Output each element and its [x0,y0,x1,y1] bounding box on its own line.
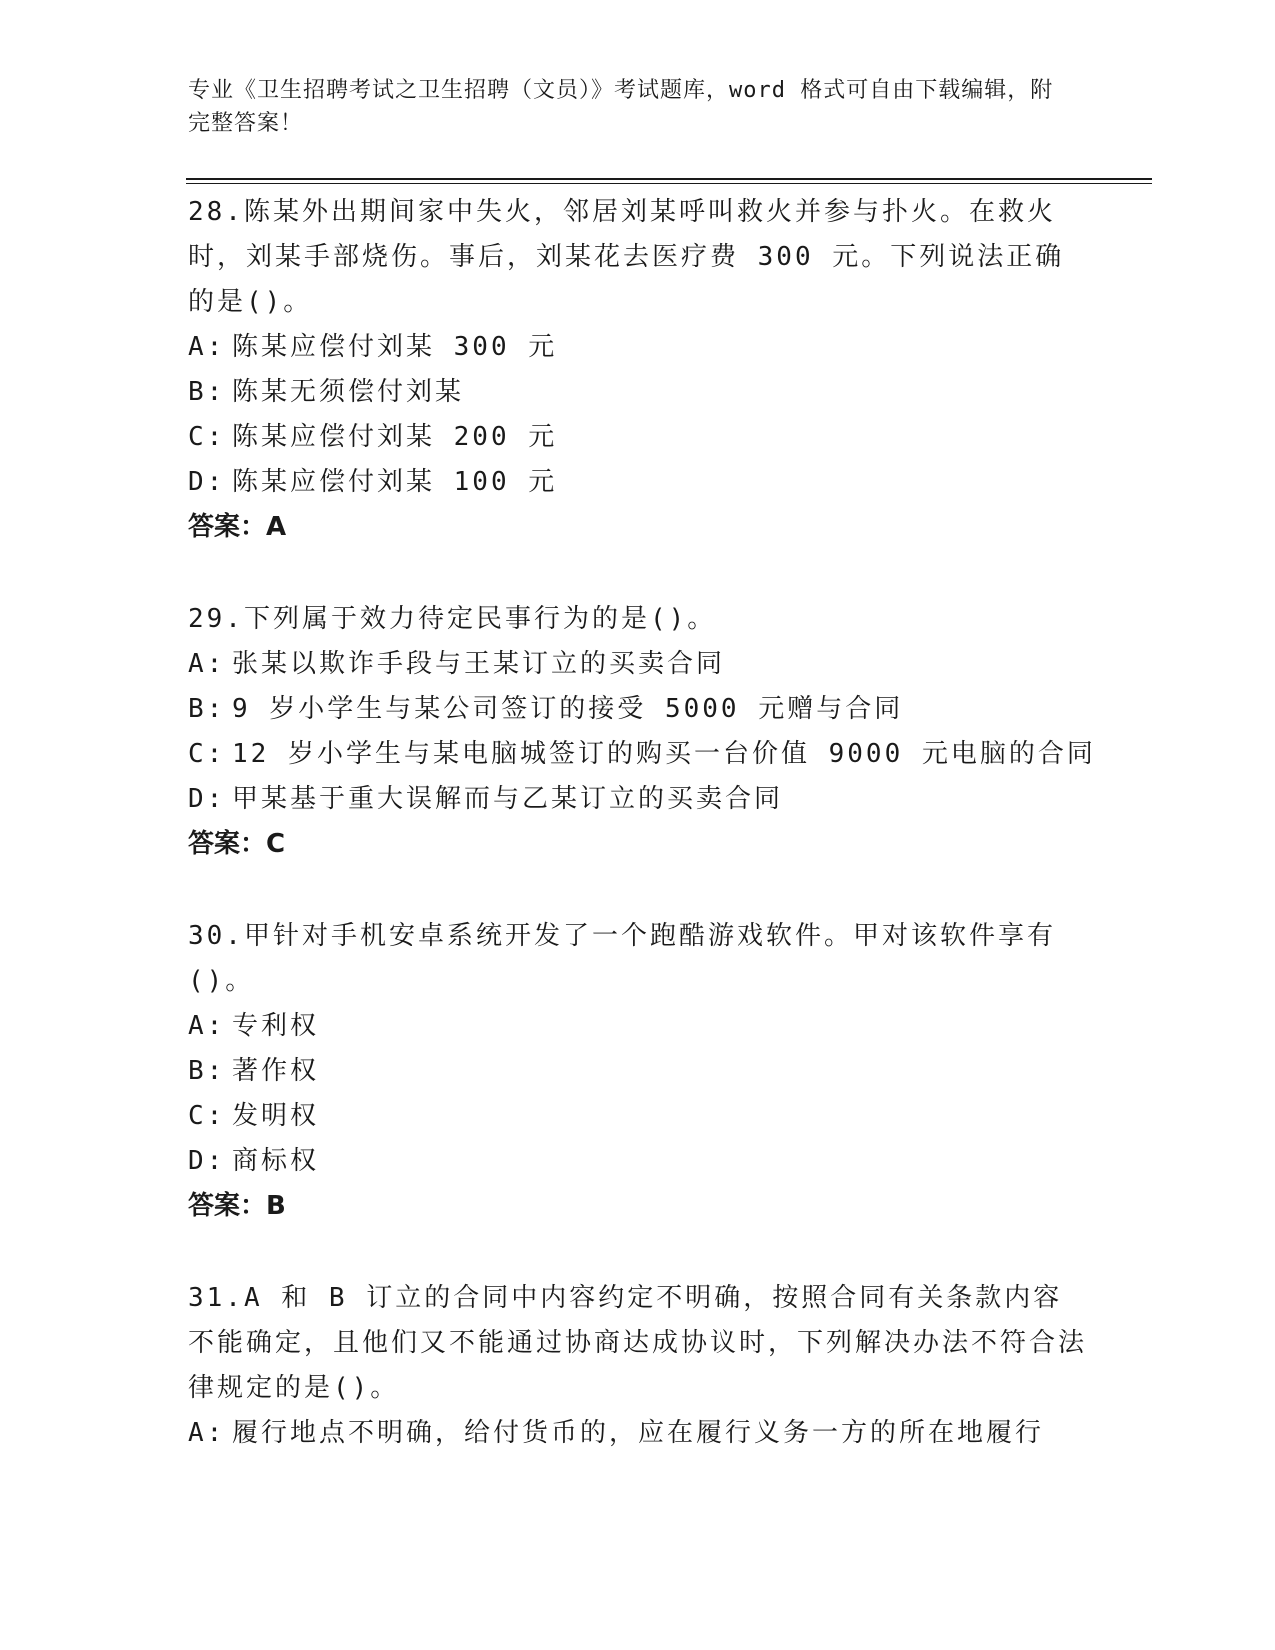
option-key: B: [188,1056,226,1086]
option-a [188,1004,1088,1049]
option-key: C: [188,422,226,452]
option-key: A: [188,332,226,362]
option-key: A: [188,1011,226,1041]
option-key: D: [188,1146,226,1176]
option-text: 专利权 [232,1011,320,1041]
question-30 [188,914,1088,1229]
header-divider-thin [186,183,1152,184]
answer-line: 答案：A [188,512,287,542]
answer-line: 答案：B [188,1191,286,1221]
option-text: 著作权 [232,1056,320,1086]
option-b [188,687,1088,732]
option-c [188,415,1088,460]
option-key: A: [188,649,226,679]
option-key: C: [188,739,226,769]
option-text: 9 岁小学生与某公司签订的接受 5000 元赠与合同 [232,694,904,724]
question-list [188,190,1096,1503]
question-stem: 30.甲针对手机安卓系统开发了一个跑酷游戏软件。甲对该软件享有()。 [188,921,1056,996]
option-text: 发明权 [232,1101,320,1131]
question-29 [188,597,1096,867]
question-stem: 31.A 和 B 订立的合同中内容约定不明确，按照合同有关条款内容不能确定，且他们又不能通过协商达成协议时，下列解决办法不符合法律规定的是()。 [188,1283,1088,1403]
option-key: D: [188,784,226,814]
option-text: 陈某应偿付刘某 200 元 [232,422,558,452]
option-text: 甲某基于重大误解而与乙某订立的买卖合同 [232,784,784,814]
option-text: 陈某应偿付刘某 100 元 [232,467,558,497]
option-key: B: [188,694,226,724]
answer-line: 答案：C [188,829,286,859]
option-a [188,642,1088,687]
option-text: 陈某应偿付刘某 300 元 [232,332,558,362]
question-stem: 29.下列属于效力待定民事行为的是()。 [188,604,717,634]
option-text: 陈某无须偿付刘某 [232,377,465,407]
option-text: 商标权 [232,1146,320,1176]
question-31 [188,1276,1088,1456]
option-b [188,370,1088,415]
option-d [188,1139,1088,1184]
option-text: 张某以欺诈手段与王某订立的买卖合同 [232,649,726,679]
option-text: 12 岁小学生与某电脑城签订的购买一台价值 9000 元电脑的合同 [232,739,1096,769]
question-28 [188,190,1088,550]
option-b [188,1049,1088,1094]
question-stem: 28.陈某外出期间家中失火，邻居刘某呼叫救火并参与扑火。在救火时，刘某手部烧伤。事后，刘某花去医疗费 300 元。下列说法正确的是()。 [188,197,1065,317]
option-d [188,777,1088,822]
option-key: B: [188,377,226,407]
option-a [188,325,1088,370]
option-a [188,1411,1088,1456]
option-d [188,460,1088,505]
option-c [188,732,1096,777]
document-header: 专业《卫生招聘考试之卫生招聘（文员）》考试题库，word 格式可自由下载编辑，附完整答案！ [188,78,1054,136]
header-divider [186,178,1152,180]
option-key: C: [188,1101,226,1131]
option-text: 履行地点不明确，给付货币的，应在履行义务一方的所在地履行 [232,1418,1045,1448]
option-c [188,1094,1088,1139]
option-key: A: [188,1418,226,1448]
option-key: D: [188,467,226,497]
